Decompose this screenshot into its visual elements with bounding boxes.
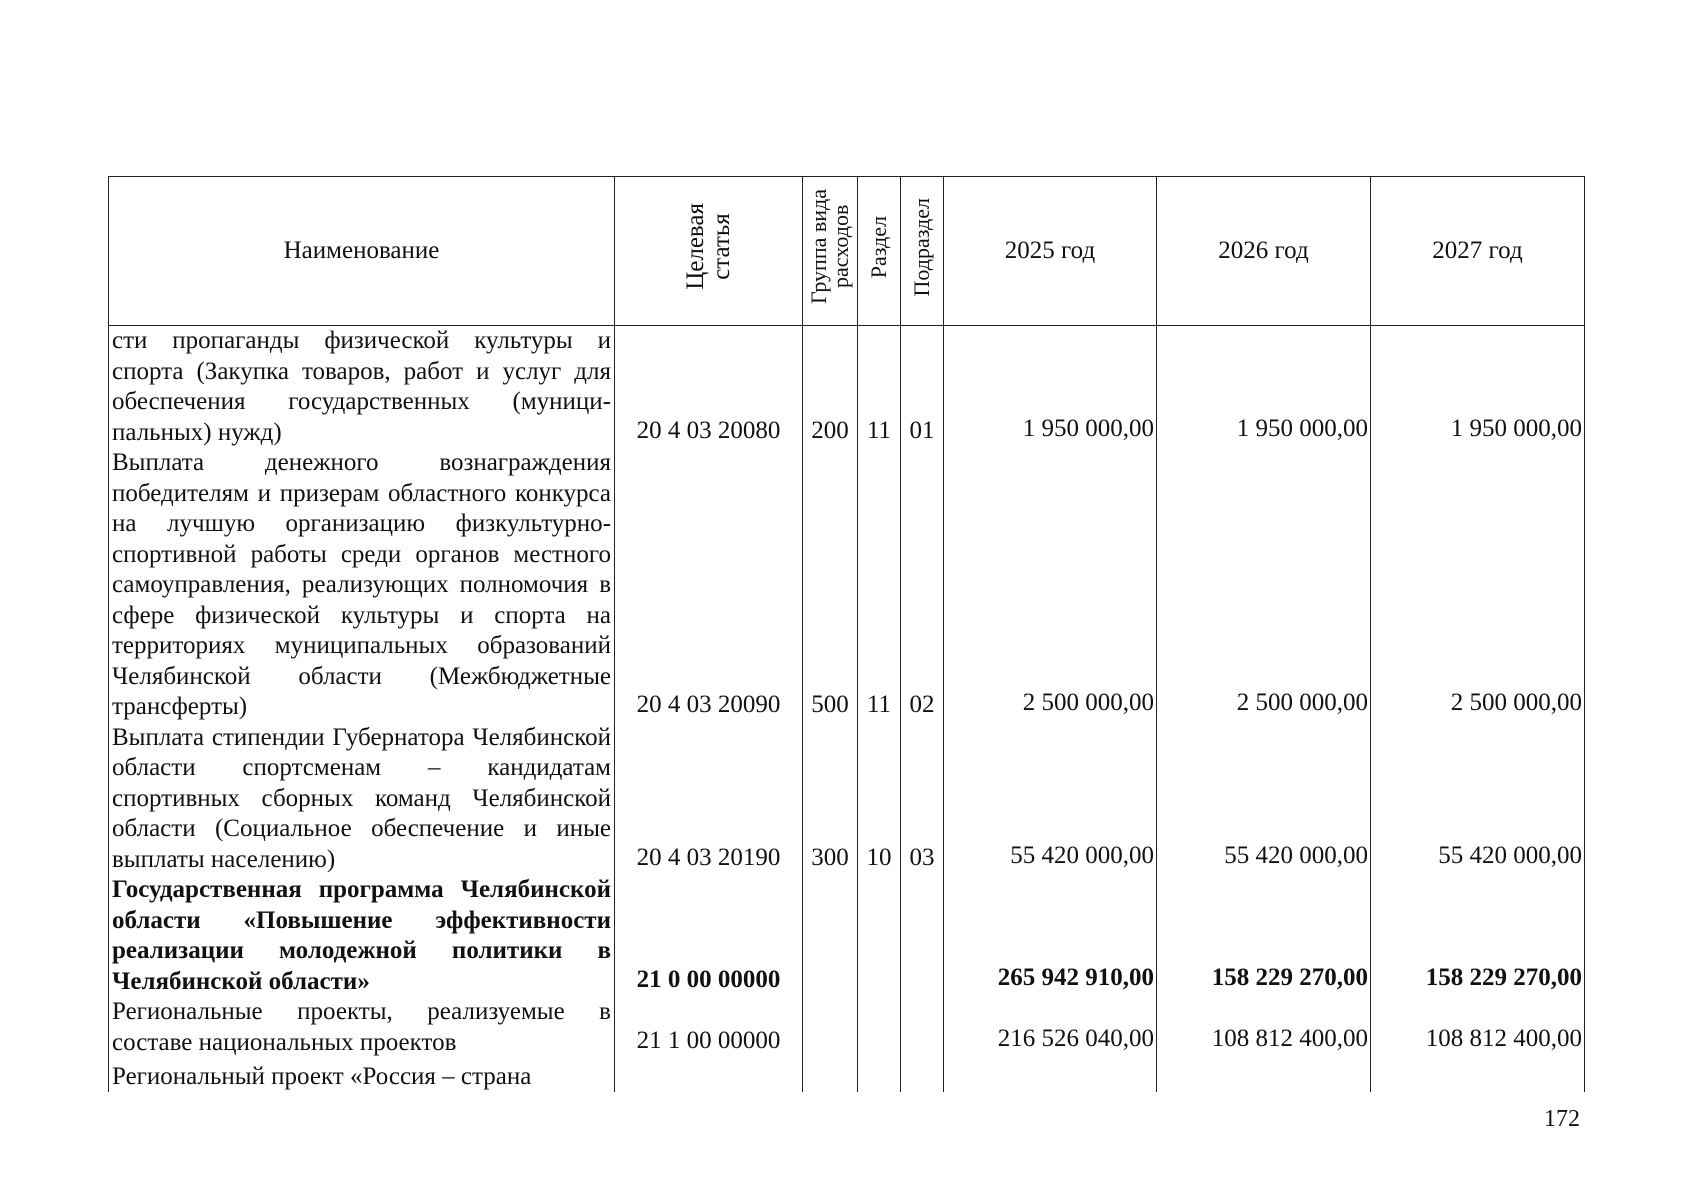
row-target-code: 20 4 03 20190 [615, 723, 803, 876]
header-year-2027-label: 2027 год [1432, 236, 1523, 264]
row-amount-2025 [944, 1058, 1157, 1092]
table-row-program-total [109, 875, 1585, 997]
row-name: Выплата денежного вознаграждения победителям и призерам областного конкурса на лучшую организацию физкультурно-спортивной работы среди органов местного самоуправления, реализующих полномочия в сфере физической культуры и спорта на территориях муниципальных образований Челябинской области (Межбюджетные трансферты) [109, 448, 615, 723]
row-subsection [901, 1058, 944, 1092]
row-expense-group [803, 875, 858, 997]
row-amount-2027 [1371, 1058, 1585, 1092]
row-expense-group: 300 [803, 723, 858, 876]
row-amount-2026 [1157, 1058, 1371, 1092]
header-expense-group [803, 177, 858, 326]
row-section: 11 [858, 326, 901, 449]
header-target-article-label: Целевая статья [681, 203, 735, 291]
budget-table [108, 176, 1585, 1092]
table-row [109, 1058, 1585, 1092]
row-name: Региональный проект «Россия – страна [109, 1058, 615, 1092]
header-subsection [901, 177, 944, 326]
row-expense-group [803, 1058, 858, 1092]
table-row [109, 326, 1585, 449]
row-name: сти пропаганды физической культуры и спорта (Закупка товаров, работ и услуг для обеспечения государственных (муници-пальных) нужд) [109, 326, 615, 449]
row-expense-group [803, 997, 858, 1058]
header-year-2025 [944, 177, 1157, 326]
row-subsection [901, 875, 944, 997]
table-row [109, 448, 1585, 723]
header-expense-group-label: Группа вида расходов [806, 189, 853, 305]
row-amount-2027: 158 229 270,00 [1371, 875, 1585, 997]
table-header-row [109, 177, 1585, 326]
row-name: Выплата стипендии Губернатора Челябинской области спортсменам – кандидатам спортивных сборных команд Челябинской области (Социальное обеспечение и иные выплаты населению) [109, 723, 615, 876]
header-target-article [615, 177, 803, 326]
header-section-label: Раздел [866, 215, 891, 278]
header-year-2026-label: 2026 год [1218, 236, 1309, 264]
header-year-2027 [1371, 177, 1585, 326]
row-section [858, 1058, 901, 1092]
header-year-2025-label: 2025 год [1004, 236, 1096, 264]
row-amount-2025: 216 526 040,00 [944, 997, 1157, 1058]
table-row [109, 723, 1585, 876]
row-amount-2027: 108 812 400,00 [1371, 997, 1585, 1058]
row-amount-2025: 2 500 000,00 [944, 448, 1157, 723]
row-amount-2026: 2 500 000,00 [1157, 448, 1371, 723]
row-subsection [901, 997, 944, 1058]
row-target-code: 21 0 00 00000 [615, 875, 803, 997]
table-row [109, 997, 1585, 1058]
row-amount-2025: 1 950 000,00 [944, 326, 1157, 449]
row-expense-group: 200 [803, 326, 858, 449]
row-amount-2026: 55 420 000,00 [1157, 723, 1371, 876]
row-section: 10 [858, 723, 901, 876]
row-target-code: 20 4 03 20080 [615, 326, 803, 449]
row-amount-2027: 55 420 000,00 [1371, 723, 1585, 876]
row-section [858, 997, 901, 1058]
header-subsection-label: Подраздел [909, 197, 934, 296]
page-number: 172 [1544, 1106, 1580, 1132]
row-expense-group: 500 [803, 448, 858, 723]
row-target-code: 21 1 00 00000 [615, 997, 803, 1058]
row-amount-2025: 55 420 000,00 [944, 723, 1157, 876]
row-amount-2026: 108 812 400,00 [1157, 997, 1371, 1058]
header-name [109, 177, 615, 326]
row-subsection: 01 [901, 326, 944, 449]
row-name: Региональные проекты, реализуемые в составе национальных проектов [109, 997, 615, 1058]
row-subsection: 02 [901, 448, 944, 723]
row-section: 11 [858, 448, 901, 723]
row-subsection: 03 [901, 723, 944, 876]
row-name: Государственная программа Челябинской области «Повышение эффективности реализации молодежной политики в Челябинской области» [109, 875, 615, 997]
row-amount-2026: 158 229 270,00 [1157, 875, 1371, 997]
row-section [858, 875, 901, 997]
header-year-2026 [1157, 177, 1371, 326]
row-amount-2027: 1 950 000,00 [1371, 326, 1585, 449]
row-amount-2027: 2 500 000,00 [1371, 448, 1585, 723]
row-amount-2026: 1 950 000,00 [1157, 326, 1371, 449]
row-target-code: 20 4 03 20090 [615, 448, 803, 723]
row-amount-2025: 265 942 910,00 [944, 875, 1157, 997]
header-section [858, 177, 901, 326]
header-name-label: Наименование [283, 236, 440, 264]
row-target-code [615, 1058, 803, 1092]
